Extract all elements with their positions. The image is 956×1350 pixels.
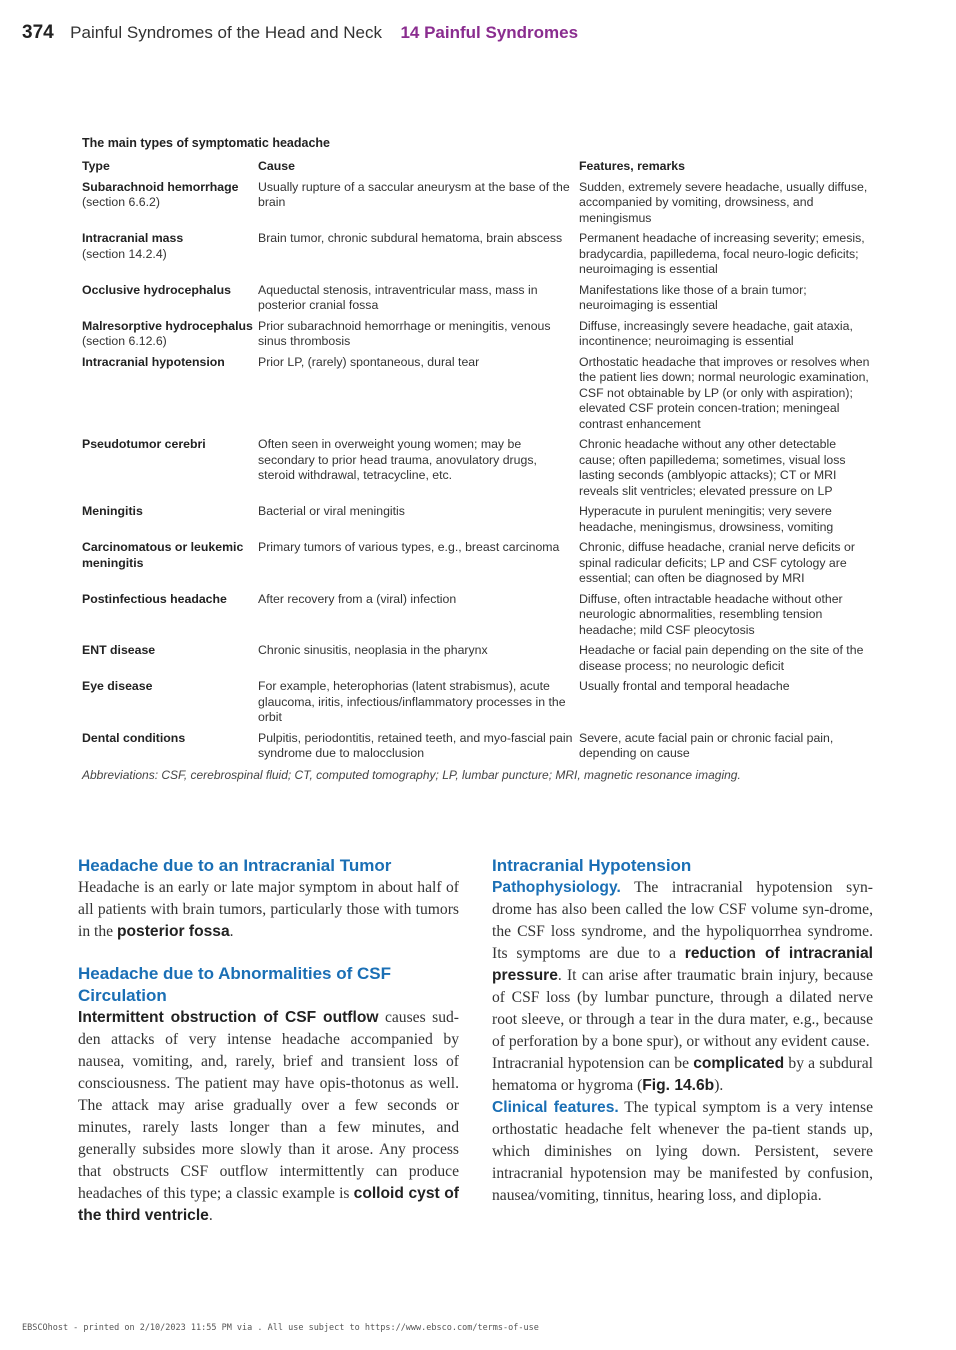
cell-cause: Bacterial or viral meningitis	[258, 504, 405, 518]
cell-cause: Brain tumor, chronic subdural hematoma, brain abscess	[258, 231, 563, 245]
cell-cause: Prior subarachnoid hemorrhage or meningitis, venous sinus thrombosis	[258, 318, 551, 348]
cell-features: Chronic, diffuse headache, cranial nerve deficits or spinal radicular deficits; LP and CSF cytology are essential; can often be diagnosed by MRI	[579, 540, 855, 585]
cell-type	[82, 592, 258, 644]
cell-features: Usually frontal and temporal headache	[579, 679, 790, 693]
cell-type	[82, 643, 258, 679]
column-header-cause: Cause	[258, 159, 295, 173]
cell-features: Chronic headache without any other detectable cause; often papilledema; sometimes, visual loss lasting seconds (amblyopic attacks); CT or MRI reveals slit ventricles; elevated pressure on LP	[579, 437, 846, 498]
table-row	[82, 540, 872, 592]
paragraph-text: Intracranial hypotension can be	[492, 1055, 694, 1072]
lead-in-clinical-features: Clinical features.	[492, 1099, 619, 1116]
running-title: Painful Syndromes of the Head and Neck	[70, 23, 382, 42]
heading-csf-circulation: Headache due to Abnormalities of CSF Circulation	[78, 964, 391, 1005]
figure-reference: Fig. 14.6b	[642, 1077, 715, 1094]
table-row	[82, 643, 872, 679]
table-row	[82, 283, 872, 319]
type-label: Postinfectious headache	[82, 591, 227, 606]
paragraph-complications	[492, 1053, 873, 1097]
paragraph-text: The typical symptom is a very intense orthostatic headache felt whenever the pa-tient stands up, which diminishes on lying down. Persistent, severe intracranial hypotension may be manifested by confusion, nausea/vomiting, tinnitus, hearing loss, and diplopia.	[492, 1099, 874, 1204]
table-row	[82, 180, 872, 232]
cell-cause: For example, heterophorias (latent strabismus), acute glaucoma, iritis, infectious/inflammatory processes in the orbit	[258, 679, 566, 724]
type-label: Dental conditions	[82, 730, 186, 745]
type-label: Pseudotumor cerebri	[82, 437, 206, 451]
paragraph-text: The intracranial hypotension syn-drome has also been called the low CSF volume syn-drome, the CSF loss syndrome, and the hypoliquorrhea syndrome. Its symptoms are due to a	[492, 879, 873, 962]
type-label: Malresorptive hydrocephalus	[82, 318, 253, 333]
cell-type	[82, 679, 258, 731]
table-row	[82, 679, 872, 731]
table-abbreviations: Abbreviations: CSF, cerebrospinal fluid; CT, computed tomography; LP, lumbar puncture; MRI, magnetic resonance imaging.	[82, 767, 741, 782]
table-row	[82, 437, 872, 504]
type-label: Eye disease	[82, 679, 153, 693]
paragraph-text: Headache is an early or late major symptom in about half of all patients with brain tumors, particularly those with tumors in the	[78, 879, 459, 940]
cell-cause: After recovery from a (viral) infection	[258, 591, 457, 606]
cell-features: Hyperacute in purulent meningitis; very severe headache, meningismus, drowsiness, vomiting	[579, 504, 834, 534]
type-label: Intracranial mass	[82, 231, 184, 245]
paragraph-intracranial-tumor	[78, 877, 459, 943]
column-header-type: Type	[82, 159, 110, 173]
section-reference: (section 6.6.2)	[82, 195, 160, 209]
headache-table-block	[82, 136, 882, 782]
table-header-row	[82, 159, 872, 180]
right-column	[492, 855, 873, 1207]
cell-type	[82, 283, 258, 319]
bold-term: Intermittent obstruction of CSF outflow	[78, 1009, 379, 1026]
cell-features: Diffuse, increasingly severe headache, gait ataxia, incontinence; neuroimaging is essential	[579, 318, 853, 348]
paragraph-csf-circulation	[78, 1007, 459, 1227]
column-header-features: Features, remarks	[579, 159, 685, 173]
page-number: 374	[22, 22, 54, 43]
table-row	[82, 731, 872, 767]
chapter-title: 14 Painful Syndromes	[400, 23, 579, 42]
bold-term: complicated	[693, 1055, 785, 1072]
type-label: Subarachnoid hemorrhage	[82, 179, 239, 194]
cell-type	[82, 355, 258, 438]
type-label: Meningitis	[82, 504, 143, 518]
bold-term: posterior fossa	[116, 923, 230, 940]
table-row	[82, 504, 872, 540]
cell-features: Permanent headache of increasing severity; emesis, bradycardia, papilledema, focal neuro-logic deficits; neuroimaging is essential	[579, 231, 865, 276]
cell-cause: Pulpitis, periodontitis, retained teeth, and myo-fascial pain syndrome due to malocclusion	[258, 730, 573, 760]
cell-features: Diffuse, often intractable headache without other neurologic abnormalities, resembling tension headache; mild CSF pleocytosis	[579, 591, 843, 637]
table-row	[82, 355, 872, 438]
table-caption: The main types of symptomatic headache	[82, 136, 330, 150]
paragraph-end: ).	[714, 1077, 724, 1094]
lead-in-pathophysiology: Pathophysiology.	[492, 879, 621, 896]
page-header	[22, 22, 578, 52]
cell-type	[82, 180, 258, 232]
symptomatic-headache-table	[82, 159, 872, 767]
type-label: Intracranial hypotension	[82, 354, 225, 369]
left-column	[78, 855, 459, 1227]
page-footer: EBSCOhost - printed on 2/10/2023 11:55 PM via . All use subject to https://www.ebsco.com/terms-of-use	[22, 1323, 539, 1333]
heading-intracranial-hypotension: Intracranial Hypotension	[492, 856, 692, 875]
type-label: Carcinomatous or leukemic meningitis	[82, 540, 244, 570]
paragraph-text: causes sud-den attacks of very intense headache accompanied by nausea, vomiting, and, rarely, brief and transient loss of consciousness. The patient may have opis-thotonus as well. The attack may arise gradually over a few seconds or minutes, rarely lasts longer than a few minutes, and generally subsides more slowly than it arose. Any process that obstructs CSF outflow intermittently can produce headaches of this type; a classic example is	[78, 1009, 459, 1202]
table-row	[82, 319, 872, 355]
cell-cause: Aqueductal stenosis, intraventricular mass, mass in posterior cranial fossa	[258, 282, 538, 312]
paragraph-text: . It can arise after traumatic brain injury, because of CSF loss (by lumbar puncture, through a dilated nerve root sleeve, or through a tear in the dura mater, e.g., because of perforation by a bone spur), or without any evident cause.	[492, 967, 873, 1050]
cell-type	[82, 437, 258, 504]
cell-features: Manifestations like those of a brain tumor; neuroimaging is essential	[579, 282, 807, 312]
cell-type	[82, 731, 258, 767]
cell-features: Orthostatic headache that improves or resolves when the patient lies down; normal neurologic examination, CSF not obtainable by LP (or only with aspiration); elevated CSF protein concen-tration; meningeal contrast enhancement	[579, 354, 870, 431]
cell-type	[82, 504, 258, 540]
cell-cause: Prior LP, (rarely) spontaneous, dural tear	[258, 354, 480, 369]
cell-type	[82, 231, 258, 283]
section-reference: (section 14.2.4)	[82, 246, 167, 261]
cell-features: Headache or facial pain depending on the site of the disease process; no neurologic deficit	[579, 643, 864, 673]
paragraph-end: .	[229, 923, 234, 940]
cell-features: Sudden, extremely severe headache, usually diffuse, accompanied by vomiting, drowsiness, and meningismus	[579, 179, 868, 225]
table-row	[82, 592, 872, 644]
cell-cause: Often seen in overweight young women; may be secondary to prior head trauma, anovulatory drugs, steroid withdrawal, tetracycline, etc.	[258, 437, 537, 482]
section-reference: (section 6.12.6)	[82, 334, 167, 348]
cell-cause: Chronic sinusitis, neoplasia in the pharynx	[258, 643, 488, 657]
type-label: Occlusive hydrocephalus	[82, 282, 231, 297]
bold-term: colloid cyst of the third ventricle	[78, 1185, 459, 1224]
paragraph-end: .	[208, 1207, 213, 1224]
table-row	[82, 231, 872, 283]
paragraph-clinical-features	[492, 1097, 873, 1207]
paragraph-pathophysiology	[492, 877, 873, 1053]
cell-cause: Primary tumors of various types, e.g., breast carcinoma	[258, 540, 560, 554]
cell-features: Severe, acute facial pain or chronic facial pain, depending on cause	[579, 730, 834, 760]
type-label: ENT disease	[82, 643, 156, 657]
cell-type	[82, 319, 258, 355]
cell-type	[82, 540, 258, 592]
heading-intracranial-tumor: Headache due to an Intracranial Tumor	[78, 856, 392, 875]
bold-term: reduction of intracranial pressure	[492, 945, 873, 984]
cell-cause: Usually rupture of a saccular aneurysm at the base of the brain	[258, 179, 570, 209]
paragraph-text: by a subdural hematoma or hygroma (	[492, 1055, 873, 1094]
